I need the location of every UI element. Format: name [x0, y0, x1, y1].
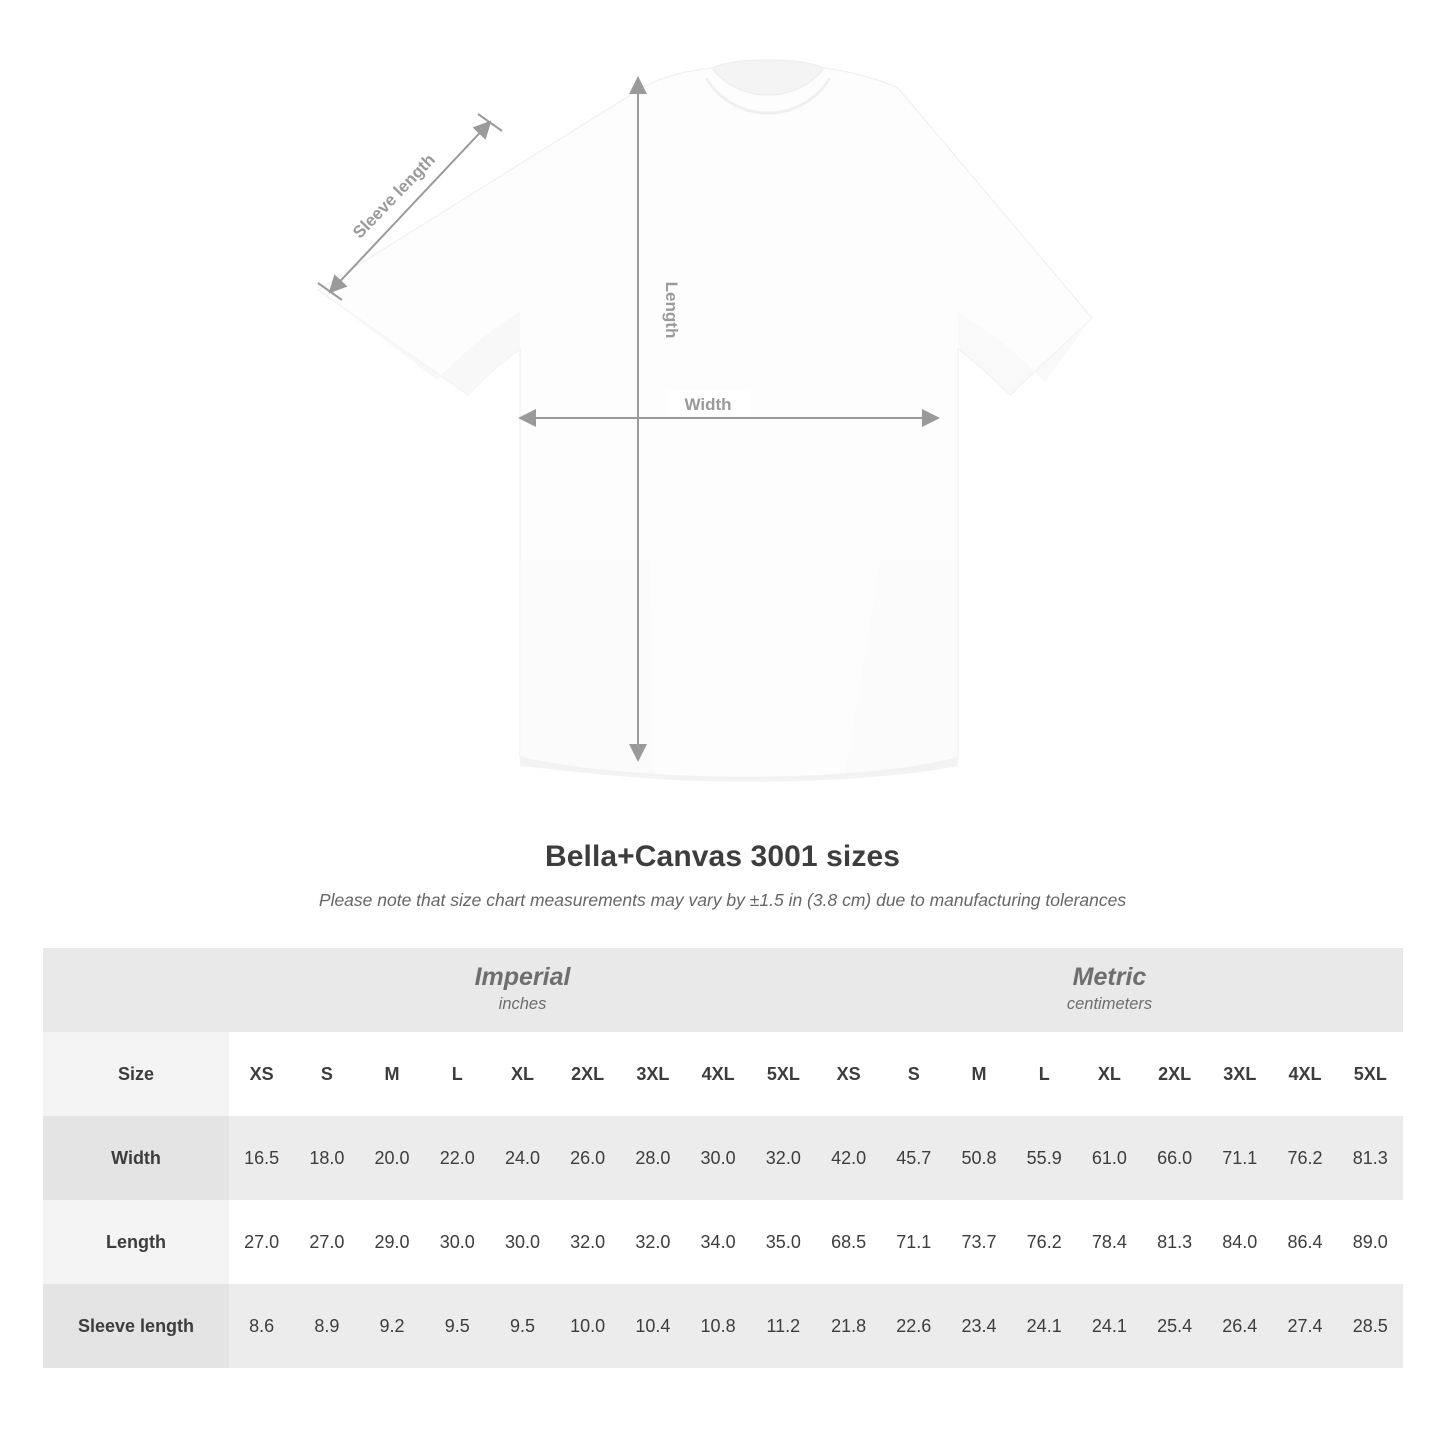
unit-sub-imperial: inches — [498, 995, 547, 1013]
page-title: Bella+Canvas 3001 sizes — [544, 840, 901, 873]
tolerance-note: Please note that size chart measurements may vary by ±1.5 in (3.8 cm) due to manufacturing tolerances — [318, 890, 1127, 910]
table-cell: 86.4 — [1272, 1200, 1337, 1284]
table-cell: 28.0 — [620, 1116, 685, 1200]
table-cell: 8.6 — [229, 1284, 294, 1368]
column-header: 4XL — [1272, 1032, 1337, 1116]
table-cell: 84.0 — [1207, 1200, 1272, 1284]
table-cell: 25.4 — [1142, 1284, 1207, 1368]
table-cell: 71.1 — [881, 1200, 946, 1284]
column-header: XL — [1077, 1032, 1142, 1116]
table-cell: 76.2 — [1272, 1116, 1337, 1200]
table-cell: 32.0 — [751, 1116, 816, 1200]
length-label: Length — [662, 281, 681, 339]
column-header: XL — [490, 1032, 555, 1116]
table-cell: 27.4 — [1272, 1284, 1337, 1368]
table-cell: 10.8 — [685, 1284, 750, 1368]
table-cell: 89.0 — [1338, 1200, 1403, 1284]
table-cell: 20.0 — [359, 1116, 424, 1200]
column-header: 2XL — [1142, 1032, 1207, 1116]
column-header: 5XL — [1338, 1032, 1403, 1116]
table-cell: 21.8 — [816, 1284, 881, 1368]
table-cell: 32.0 — [620, 1200, 685, 1284]
row-header-size: Size — [43, 1032, 229, 1116]
column-header: 3XL — [620, 1032, 685, 1116]
table-cell: 9.5 — [425, 1284, 490, 1368]
table-cell: 66.0 — [1142, 1116, 1207, 1200]
column-header: 5XL — [751, 1032, 816, 1116]
unit-header-imperial — [229, 948, 816, 1032]
unit-header-row — [43, 948, 1403, 1032]
table-cell: 50.8 — [946, 1116, 1011, 1200]
column-header: XS — [816, 1032, 881, 1116]
table-cell: 30.0 — [490, 1200, 555, 1284]
title-block — [0, 840, 1445, 911]
table-cell: 16.5 — [229, 1116, 294, 1200]
table-cell: 24.1 — [1077, 1284, 1142, 1368]
size-table — [43, 948, 1403, 1368]
table-cell: 34.0 — [685, 1200, 750, 1284]
unit-name-imperial: Imperial — [474, 963, 571, 992]
column-header: 2XL — [555, 1032, 620, 1116]
table-cell: 10.4 — [620, 1284, 685, 1368]
table-cell: 30.0 — [685, 1116, 750, 1200]
table-cell: 18.0 — [294, 1116, 359, 1200]
table-row — [43, 1200, 1403, 1284]
table-cell: 22.0 — [425, 1116, 490, 1200]
table-cell: 10.0 — [555, 1284, 620, 1368]
column-header: 3XL — [1207, 1032, 1272, 1116]
table-cell: 24.1 — [1012, 1284, 1077, 1368]
width-label: Width — [684, 395, 732, 414]
table-cell: 45.7 — [881, 1116, 946, 1200]
unit-name-metric: Metric — [1072, 963, 1147, 992]
column-header: S — [294, 1032, 359, 1116]
column-header: 4XL — [685, 1032, 750, 1116]
table-cell: 9.2 — [359, 1284, 424, 1368]
table-cell: 76.2 — [1012, 1200, 1077, 1284]
table-cell: 78.4 — [1077, 1200, 1142, 1284]
unit-sub-metric: centimeters — [1066, 995, 1153, 1013]
table-cell: 23.4 — [946, 1284, 1011, 1368]
row-label-width: Width — [43, 1116, 229, 1200]
table-cell: 28.5 — [1338, 1284, 1403, 1368]
table-cell: 26.0 — [555, 1116, 620, 1200]
column-header: S — [881, 1032, 946, 1116]
table-row — [43, 1116, 1403, 1200]
table-cell: 30.0 — [425, 1200, 490, 1284]
size-table-wrapper — [43, 948, 1403, 1368]
column-header: M — [359, 1032, 424, 1116]
table-cell: 35.0 — [751, 1200, 816, 1284]
table-cell: 55.9 — [1012, 1116, 1077, 1200]
row-label-length: Length — [43, 1200, 229, 1284]
table-cell: 27.0 — [294, 1200, 359, 1284]
row-label-sleeve-length: Sleeve length — [43, 1284, 229, 1368]
unit-header-spacer — [43, 948, 229, 1032]
column-header: L — [1012, 1032, 1077, 1116]
column-header-row — [43, 1032, 1403, 1116]
table-cell: 81.3 — [1338, 1116, 1403, 1200]
table-row — [43, 1284, 1403, 1368]
table-cell: 11.2 — [751, 1284, 816, 1368]
table-cell: 9.5 — [490, 1284, 555, 1368]
table-cell: 24.0 — [490, 1116, 555, 1200]
table-cell: 27.0 — [229, 1200, 294, 1284]
table-cell: 26.4 — [1207, 1284, 1272, 1368]
sleeve-length-label: Sleeve length — [349, 150, 439, 243]
table-cell: 32.0 — [555, 1200, 620, 1284]
table-cell: 42.0 — [816, 1116, 881, 1200]
column-header: M — [946, 1032, 1011, 1116]
table-cell: 61.0 — [1077, 1116, 1142, 1200]
table-cell: 22.6 — [881, 1284, 946, 1368]
column-header: L — [425, 1032, 490, 1116]
column-header: XS — [229, 1032, 294, 1116]
table-cell: 71.1 — [1207, 1116, 1272, 1200]
table-cell: 68.5 — [816, 1200, 881, 1284]
table-cell: 29.0 — [359, 1200, 424, 1284]
table-cell: 8.9 — [294, 1284, 359, 1368]
unit-header-metric — [816, 948, 1403, 1032]
table-cell: 73.7 — [946, 1200, 1011, 1284]
table-cell: 81.3 — [1142, 1200, 1207, 1284]
